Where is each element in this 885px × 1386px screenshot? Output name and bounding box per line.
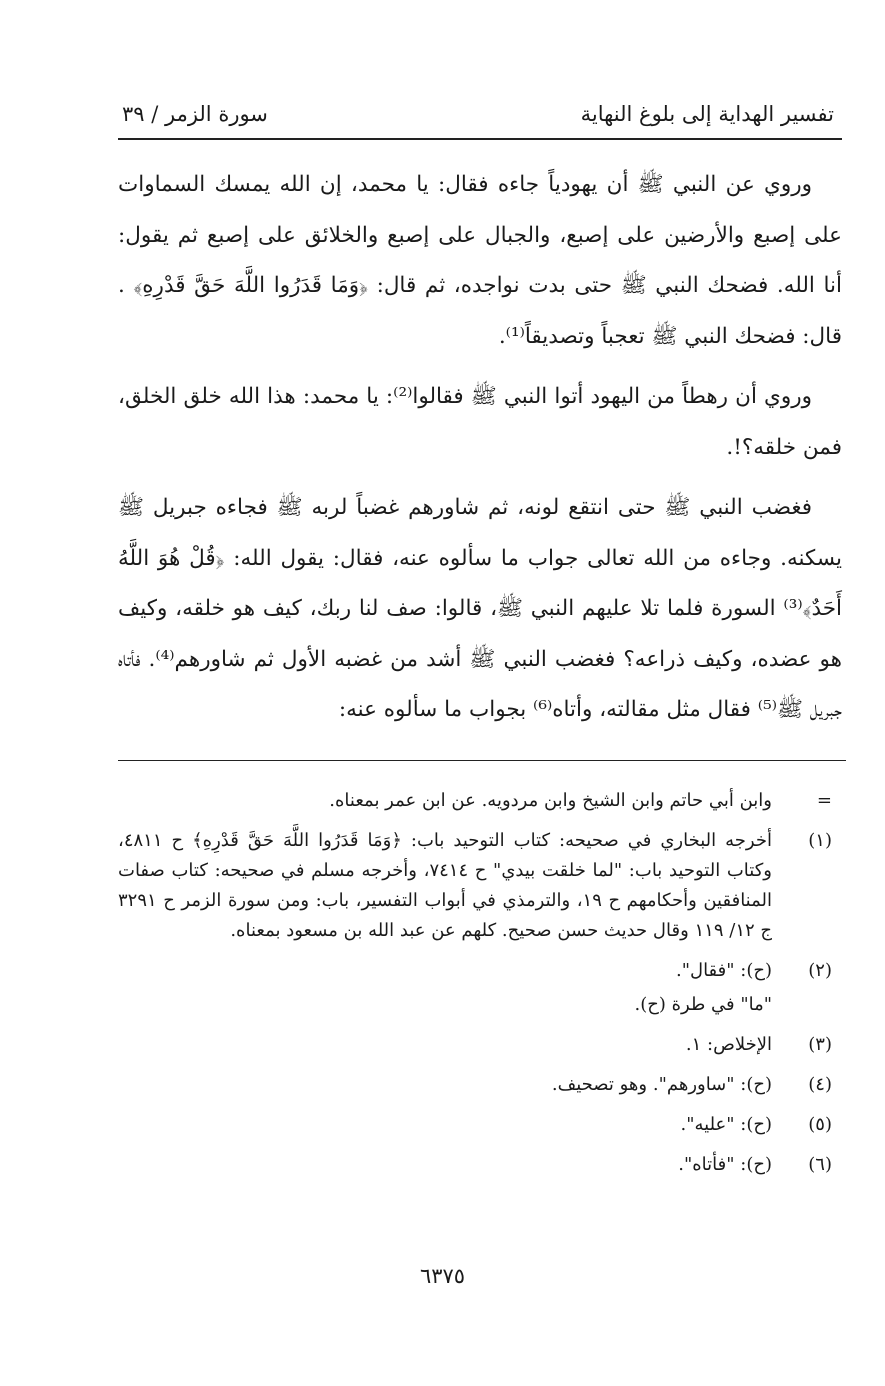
footnote-marker: (٤) [808,1074,832,1095]
footnote-text: (ح): "فقال". [675,960,772,981]
footnote-text: (ح): "فأتاه". [678,1154,772,1175]
paragraph-3: فغضب النبي ﷺ حتى انتقع لونه، ثم شاورهم غضباً لربه ﷺ فجاءه جبريل ﷺ يسكنه. وجاءه من الله تعالى جواب ما سألوه عنه، فقال: يقول الله: ﴿قُلْ هُوَ اللَّهُ أَحَدٌ﴾⁽³⁾ السورة فلما تلا عليهم النبي ﷺ، قالوا: صف لنا ربك، كيف هو خلقه، وكيف هو عضده، وكيف ذراعه؟ فغضب النبي ﷺ أشد من غضبه الأول ثم شاورهم⁽⁴⁾. فأتاه جبريل ﷺ⁽⁵⁾ فقال مثل مقالته، وأتاه⁽⁶⁾ بجواب ما سألوه عنه: [118,495,842,722]
footnote-marker: (٣) [808,1034,832,1055]
footnote-text: الإخلاص: ١. [685,1034,772,1055]
footnote-text: أخرجه البخاري في صحيحه: كتاب التوحيد باب: ﴿وَمَا قَدَرُوا اللَّهَ حَقَّ قَدْرِهِ﴾ ح ٤٨١١، وكتاب التوحيد باب: "لما خلقت بيدي" ح ٧٤١٤، وأخرجه مسلم في صحيحه: كتاب صفات المنافقين وأحكامهم ح ١٩، والترمذي في أبواب التفسير، باب: ومن سورة الزمر ح ٣٢٩١ ج ١٢/ ١١٩ وقال حديث حسن صحيح. كلهم عن عبد الله بن مسعود بمعناه. [118,830,772,941]
footnote-text: (ح): "ساورهم". وهو تصحيف. [551,1074,772,1095]
paragraph-1: وروي عن النبي ﷺ أن يهودياً جاءه فقال: يا محمد، إن الله يمسك السماوات على إصبع والأرضين على إصبع، والجبال على إصبع والخلائق على إصبع ثم يقول: أنا الله. فضحك النبي ﷺ حتى بدت نواجده، ثم قال: ﴿وَمَا قَدَرُوا اللَّهَ حَقَّ قَدْرِهِ﴾ . قال: فضحك النبي ﷺ تعجباً وتصديقاً⁽¹⁾. [118,172,842,349]
footnote-marker: (١) [808,830,832,851]
footnote-6 [118,1150,846,1180]
footnote-2 [118,956,846,986]
footnote-marker: = [816,790,832,811]
main-text [118,160,842,736]
footnote-separator [118,760,846,761]
footnote-2-extra: "ما" في طرة (ح). [634,994,772,1015]
footnote-text: (ح): "عليه". [680,1114,772,1135]
footnote-4 [118,1070,846,1100]
page-number: ٦٣٧٥ [419,1264,466,1288]
footnote-5 [118,1110,846,1140]
footnotes [118,786,846,1190]
footnote-1 [118,826,846,946]
footnote-text: وابن أبي حاتم وابن الشيخ وابن مردويه. عن ابن عمر بمعناه. [329,790,772,811]
book-title: تفسير الهداية إلى بلوغ النهاية [580,102,834,126]
footnote-continuation [118,786,846,816]
paragraph-2: وروي أن رهطاً من اليهود أتوا النبي ﷺ فقالوا⁽²⁾: يا محمد: هذا الله خلق الخلق، فمن خلقه؟!. [118,384,842,460]
running-header [118,98,842,140]
footnote-3 [118,1030,846,1060]
surah-reference: سورة الزمر / ٣٩ [122,102,268,126]
footnote-marker: (٢) [808,960,832,981]
footnote-marker: (٦) [808,1154,832,1175]
footnote-marker: (٥) [808,1114,832,1135]
